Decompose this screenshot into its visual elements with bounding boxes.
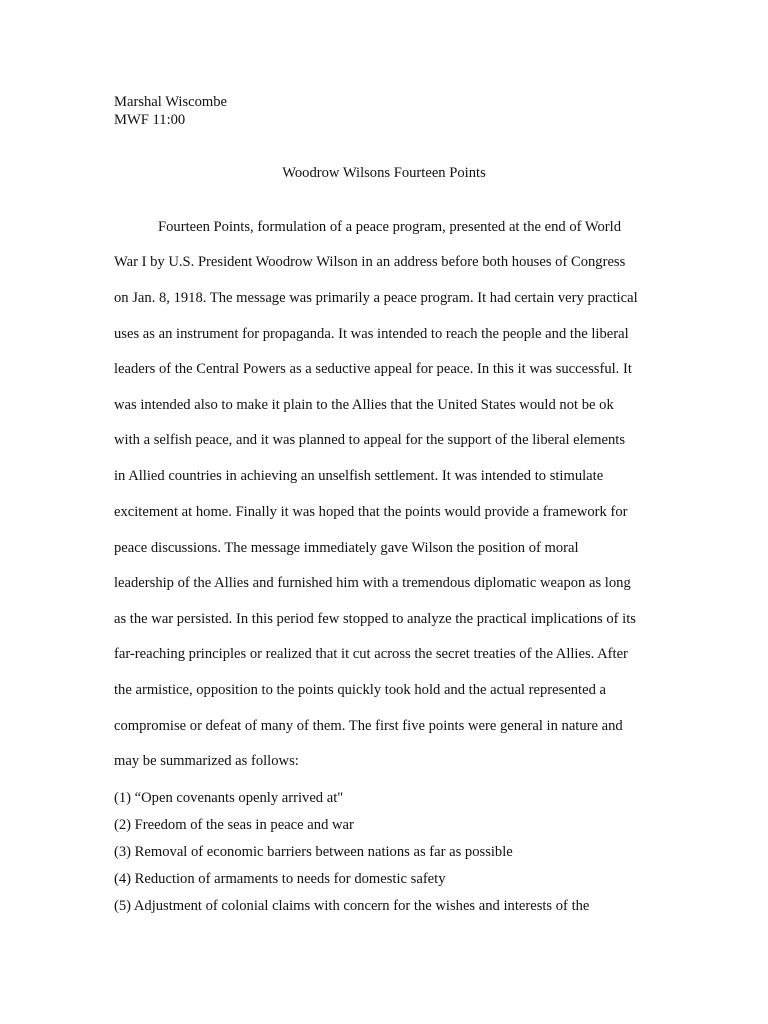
paragraph-line: uses as an instrument for propaganda. It was intended to reach the people and the liberal <box>114 326 629 342</box>
paragraph-line: War I by U.S. President Woodrow Wilson in an address before both houses of Congress <box>114 254 626 270</box>
paragraph-line: excitement at home. Finally it was hoped that the points would provide a framework for <box>114 504 628 520</box>
paragraph-line: may be summarized as follows: <box>114 753 299 769</box>
document-title: Woodrow Wilsons Fourteen Points <box>282 165 486 181</box>
point-item: (1) “Open covenants openly arrived at" <box>114 790 344 806</box>
paragraph-line: with a selfish peace, and it was planned to appeal for the support of the liberal elements <box>114 432 626 448</box>
point-item: (3) Removal of economic barriers between nations as far as possible <box>114 844 513 860</box>
point-item: (5) Adjustment of colonial claims with concern for the wishes and interests of the <box>114 898 590 914</box>
paragraph-line: on Jan. 8, 1918. The message was primarily a peace program. It had certain very practical <box>114 290 638 306</box>
paragraph-line: peace discussions. The message immediately gave Wilson the position of moral <box>114 540 579 556</box>
paragraph-line: far-reaching principles or realized that it cut across the secret treaties of the Allies. After <box>114 646 628 662</box>
paragraph-line: Fourteen Points, formulation of a peace program, presented at the end of World <box>158 219 621 235</box>
paragraph-line: in Allied countries in achieving an unselfish settlement. It was intended to stimulate <box>114 468 604 484</box>
paragraph-line: leadership of the Allies and furnished him with a tremendous diplomatic weapon as long <box>114 575 631 591</box>
point-item: (4) Reduction of armaments to needs for domestic safety <box>114 871 446 887</box>
author-name: Marshal Wiscombe <box>114 94 228 110</box>
paragraph-line: compromise or defeat of many of them. The first five points were general in nature and <box>114 718 623 734</box>
paragraph-line: the armistice, opposition to the points quickly took hold and the actual represented a <box>114 682 607 698</box>
class-time: MWF 11:00 <box>114 112 186 128</box>
paragraph-line: as the war persisted. In this period few stopped to analyze the practical implications of its <box>114 611 636 627</box>
paragraph-line: leaders of the Central Powers as a seductive appeal for peace. In this it was successful. It <box>114 361 632 377</box>
paragraph-line: was intended also to make it plain to the Allies that the United States would not be ok <box>114 397 614 413</box>
point-item: (2) Freedom of the seas in peace and war <box>114 817 354 833</box>
